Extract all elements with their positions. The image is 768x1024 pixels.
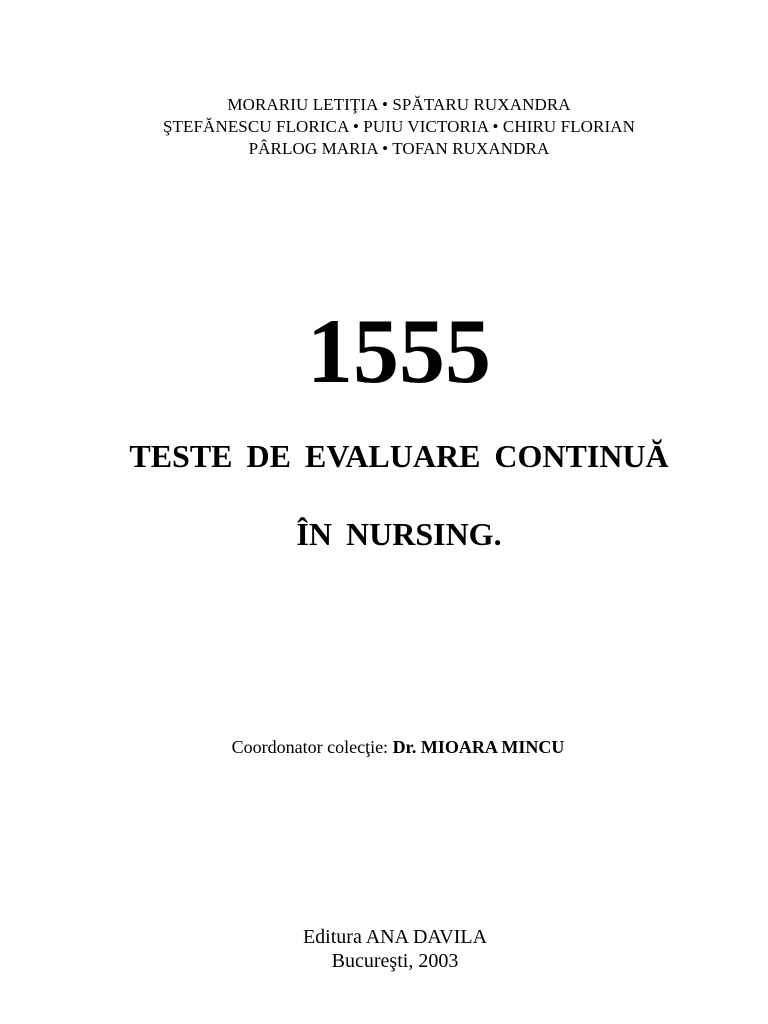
title-line-2: ÎN NURSING.: [296, 516, 502, 552]
collection-coordinator: [0, 735, 768, 759]
coordinator-label: Coordonator colecţie:: [231, 737, 393, 757]
author-line-3: PÂRLOG MARIA • TOFAN RUXANDRA: [248, 139, 550, 158]
publisher-city-year: Bucureşti, 2003: [331, 950, 459, 972]
publisher-name: Editura ANA DAVILA: [302, 926, 488, 948]
author-list: [0, 94, 768, 160]
coordinator-name: Dr. MIOARA MINCU: [392, 737, 565, 757]
author-line-2: ŞTEFĂNESCU FLORICA • PUIU VICTORIA • CHIRU FLORIAN: [162, 117, 636, 136]
title-number: 1555: [307, 300, 491, 402]
title-line-1: TESTE DE EVALUARE CONTINUĂ: [129, 438, 669, 474]
publisher-info: [0, 925, 768, 973]
author-line-1: MORARIU LETIŢIA • SPĂTARU RUXANDRA: [227, 95, 571, 114]
